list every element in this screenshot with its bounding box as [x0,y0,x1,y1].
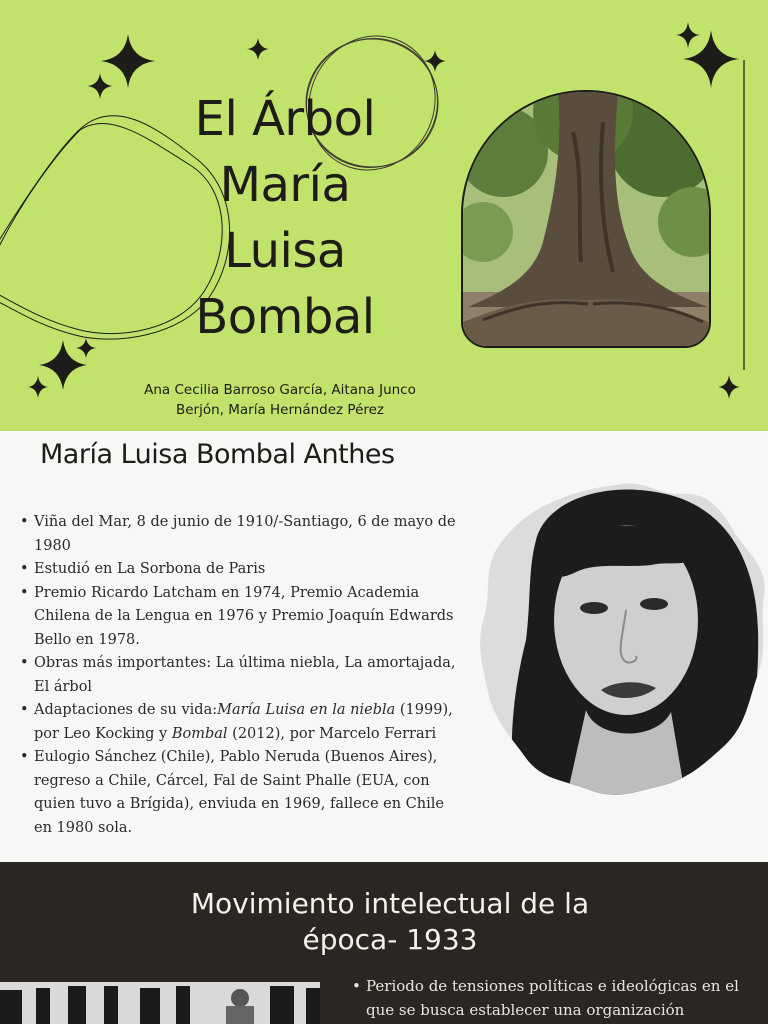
sparkle-icon [718,375,740,399]
biography-list [20,511,460,840]
sparkle-icon [247,38,269,60]
list-item [20,699,460,746]
list-item: • Premio Ricardo Latcham en 1974, Premio Academia Chilena de la Lengua en 1976 y Premio Joaquín Edwards Bello en 1978. [20,582,460,653]
title-line: Luisa [224,223,346,279]
archival-photo [0,982,320,1024]
era-list [352,974,762,1022]
title-banner [0,0,768,431]
tree-illustration [463,92,711,348]
sparkle-icon [101,34,155,88]
title-line: Bombal [195,289,375,345]
list-item: • Eulogio Sánchez (Chile), Pablo Neruda (Buenos Aires), regreso a Chile, Cárcel, Fal de Saint Phalle (EUA, con quien tuvo a Brígida), enviuda en 1969, fallece en Chile en 1980 sola. [20,746,460,840]
sparkle-icon [28,376,48,398]
author-portrait [476,480,768,800]
title-line: María [219,157,351,213]
biography-section [0,431,768,862]
authors-line: Ana Cecilia Barroso García, Aitana Junco Berjón, María Hernández Pérez [144,382,416,418]
biography-heading: María Luisa Bombal Anthes [40,439,395,470]
list-item: • Obras más importantes: La última niebla, La amortajada, El árbol [20,652,460,699]
item-text: Adaptaciones de su vida: [34,702,218,718]
list-item: • Estudió en La Sorbona de Paris [20,558,460,582]
list-item: • Viña del Mar, 8 de junio de 1910/-Santiago, 6 de mayo de 1980 [20,511,460,558]
era-section [0,862,768,1024]
sparkle-icon [87,73,113,99]
item-text: (1999), por Leo Kocking y [34,702,453,742]
sparkle-icon [424,50,446,72]
page-title [140,86,430,350]
item-text: (2012), por Marcelo Ferrari [227,725,437,742]
film-title: Bombal [171,725,228,742]
era-heading: Movimiento intelectual de la época- 1933 [190,887,590,956]
sparkle-icon [676,22,700,48]
title-line: El Árbol [194,91,376,147]
list-item: • Periodo de tensiones políticas e ideológicas en el que se busca establecer una organización [352,974,762,1022]
tree-photo [461,90,711,348]
film-title: María Luisa en la niebla [217,702,396,718]
sparkle-icon [76,338,96,358]
